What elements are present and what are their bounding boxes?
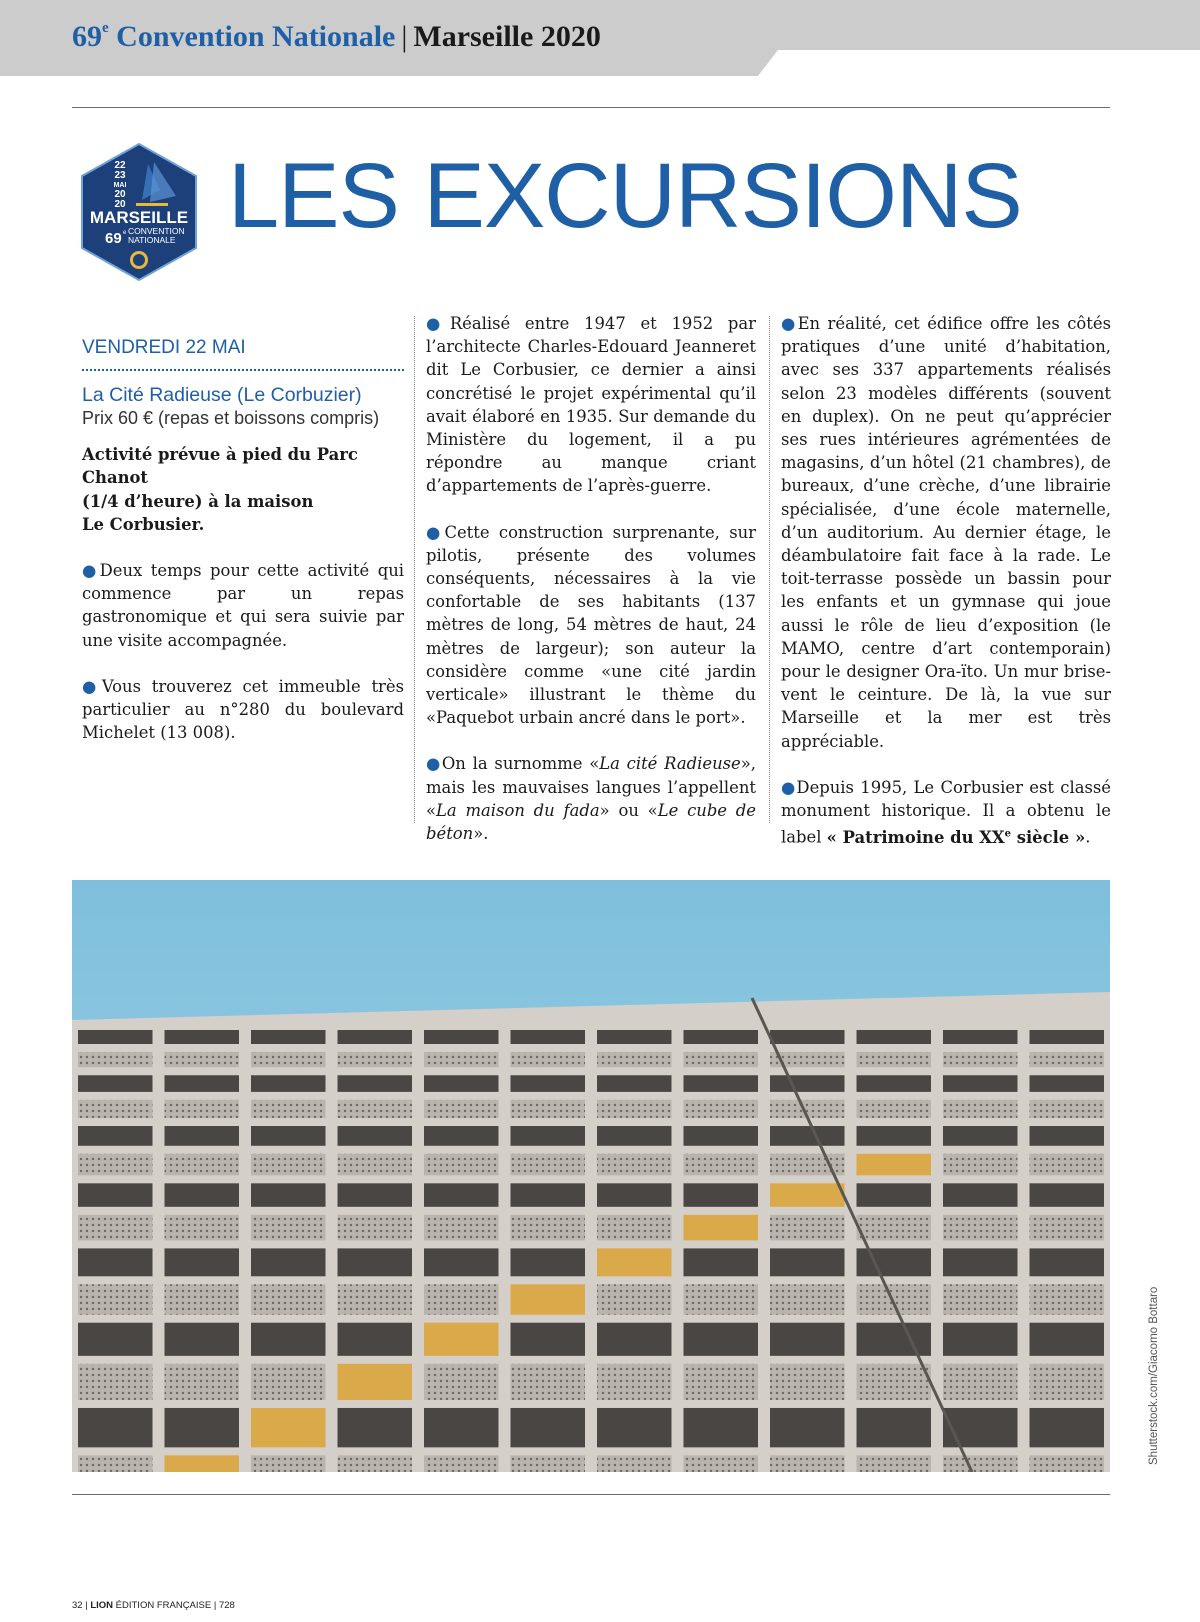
- paragraph-7-c: siècle »: [1011, 827, 1086, 847]
- dotted-separator: [82, 369, 404, 371]
- paragraph-2: [82, 675, 404, 745]
- paragraph-6-text: En réalité, cet édifice offre les côtés pratiques d’une unité d’habitation, avec ses 337 appartements réalisés selon 23 modèles différents (souvent en duplex). On ne peut qu’apprécier ses rues intérieures agrémentées de magasins, d’un hôtel (21 chambres), de bureaux, d’une crèche, d’une librairie spécialisée, d’une école maternelle, d’un auditorium. Au dernier étage, le déambulatoire fait face à la rade. Le toit-terrasse possède un bassin pour les enfants et un gymnase qui joue aussi le rôle de lieu d’exposition (le MAMO, centre d’art contemporain) pour le designer Ora-ïto. Un mur brise-vent le ceinture. De là, la vue sur Marseille et la mer est très appréciable.: [781, 314, 1111, 751]
- logo-line1: CONVENTION: [128, 226, 185, 236]
- paragraph-1-text: Deux temps pour cette activité qui commence par un repas gastronomique et qui sera suivie par une visite accompagnée.: [82, 561, 404, 650]
- logo-number-sup: e: [123, 230, 127, 236]
- bottom-rule: [72, 1494, 1110, 1495]
- column-divider-2: [769, 316, 770, 823]
- logo-date-4: 20: [114, 189, 126, 200]
- bullet-icon: ●: [426, 314, 450, 333]
- bullet-icon: ●: [781, 777, 797, 797]
- convention-number: 69: [72, 20, 102, 53]
- logo-date-3: MAI: [113, 182, 127, 189]
- paragraph-5-italic-1: La cité Radieuse: [599, 754, 741, 774]
- convention-label: Convention Nationale: [116, 20, 396, 53]
- paragraph-7-label: [827, 828, 1086, 847]
- bullet-icon: ●: [82, 561, 100, 581]
- bullet-icon: ●: [426, 522, 445, 542]
- convention-logo: [80, 142, 198, 282]
- intro-line-2: (1/4 d’heure) à la maison: [82, 491, 314, 511]
- paragraph-5: [426, 752, 756, 845]
- bullet-icon: ●: [82, 676, 102, 696]
- header-band: [0, 0, 1200, 76]
- column-divider-1: [414, 316, 415, 823]
- paragraph-4: [426, 521, 756, 730]
- paragraph-3: [426, 312, 756, 498]
- paragraph-1: [82, 559, 404, 652]
- event-price: Prix 60 € (repas et boissons compris): [82, 408, 380, 429]
- logo-dates: [114, 160, 127, 210]
- column-1: [82, 312, 404, 767]
- paragraph-3-text: Réalisé entre 1947 et 1952 par l’architecte Charles-Edouard Jeanneret dit Le Corbusier, ce dernier a ainsi concrétisé le projet expérimental qu’il avait élaboré en 1935. Sur demande du Ministère du logement, il a pu répondre au manque criant d’appartements de l’après-guerre.: [426, 314, 756, 496]
- photo-credit: Shutterstock.com/Giacomo Bottaro: [1148, 1286, 1160, 1465]
- event-name: La Cité Radieuse (Le Corbuzier): [82, 384, 362, 407]
- bullet-icon: ●: [426, 754, 442, 774]
- bullet-icon: ●: [781, 314, 798, 333]
- logo-line2: NATIONALE: [128, 235, 176, 245]
- paragraph-7-b: « Patrimoine du XX: [826, 827, 1005, 847]
- top-rule: [72, 107, 1110, 108]
- paragraph-7-a: Depuis 1995, Le Corbusier est classé monument historique. Il a obtenu le label: [781, 777, 1111, 847]
- paragraph-7: [781, 776, 1111, 849]
- logo-number: 69: [105, 230, 122, 247]
- logo-flag-strip: [136, 203, 168, 206]
- paragraph-7-sup: e: [1004, 828, 1012, 840]
- paragraph-5-d: ».: [473, 824, 489, 844]
- paragraph-6: [781, 312, 1111, 753]
- building-facade-image: [72, 880, 1110, 1472]
- event-intro: [82, 443, 404, 536]
- paragraph-5-b: », mais les mauvaises langues l’appellent «: [426, 754, 756, 820]
- paragraph-4-text: Cette construction surprenante, sur pilotis, présente des volumes conséquents, nécessaires à la vie confortable de ses habitants (137 mètres de long, 54 mètres de haut, 24 mètres de largeur); son auteur la considère comme «une cité jardin verticale» illustrant le thème du «Paquebot urbain ancré dans le port».: [426, 522, 756, 728]
- logo-date-2: 23: [114, 170, 126, 181]
- logo-date-5: 20: [114, 199, 126, 210]
- header-title: [72, 20, 601, 54]
- logo-city: MARSEILLE: [89, 208, 189, 227]
- paragraph-7-d: .: [1085, 827, 1091, 847]
- paragraph-5-italic-3: Le cube de béton: [426, 800, 756, 844]
- event-day: VENDREDI 22 MAI: [82, 337, 246, 358]
- page-number: 32: [72, 1600, 83, 1611]
- convention-sup: e: [102, 20, 109, 36]
- column-3: [781, 312, 1111, 872]
- footer-issue: 728: [218, 1600, 235, 1611]
- intro-line-1: Activité prévue à pied du Parc Chanot: [82, 445, 358, 488]
- column-2: [426, 312, 756, 868]
- page-title: LES EXCURSIONS: [228, 145, 1022, 247]
- city-year: Marseille 2020: [413, 20, 601, 53]
- footer-edition: ÉDITION FRANÇAISE: [115, 1600, 212, 1611]
- header-separator: |: [401, 20, 408, 53]
- building-photo: [72, 880, 1110, 1472]
- footer: 32 | LION ÉDITION FRANÇAISE | 728: [72, 1600, 235, 1611]
- paragraph-5-c: » ou «: [599, 800, 658, 820]
- intro-line-3: Le Corbusier.: [82, 514, 205, 534]
- paragraph-5-a: On la surnomme «: [441, 754, 600, 774]
- paragraph-5-italic-2: La maison du fada: [436, 800, 600, 820]
- paragraph-2-text: Vous trouverez cet immeuble très particulier au n°280 du boulevard Michelet (13 008).: [82, 676, 404, 743]
- footer-brand: LION: [90, 1600, 114, 1611]
- logo-date-1: 22: [114, 160, 126, 171]
